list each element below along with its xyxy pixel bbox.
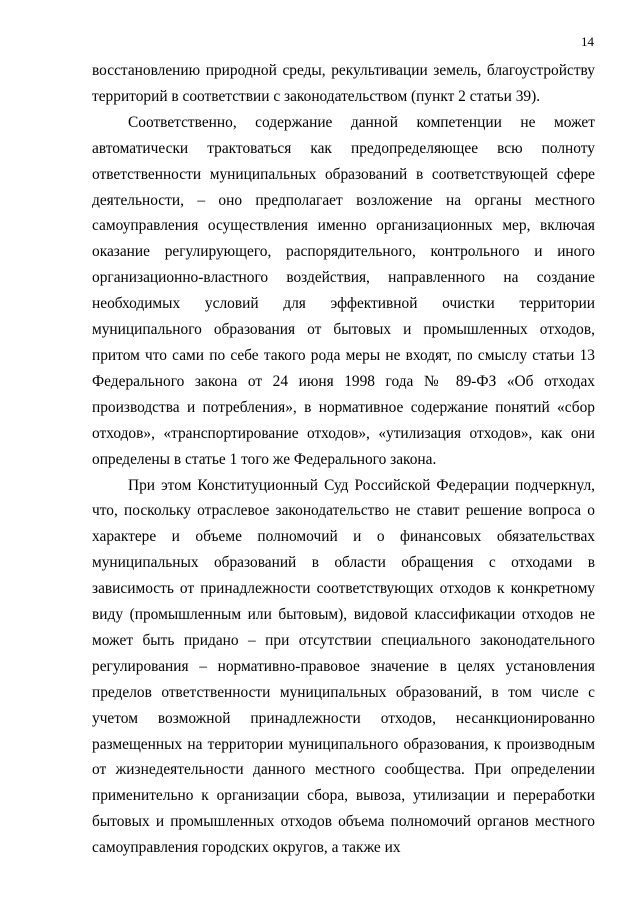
- page-number: 14: [581, 34, 594, 49]
- paragraph-continued: восстановлению природной среды, рекультивации земель, благоустройству территорий в соответствии с законодательством (пункт 2 статьи 39).: [92, 62, 595, 105]
- body-text: [92, 58, 595, 861]
- paragraph-constitutional-court: При этом Конституционный Суд Российской Федерации подчеркнул, что, поскольку отраслевое законодательство не ставит решение вопроса о характере и объеме полномочий и о финансовых обязательствах муниципальных образований в области обращения с отходами в зависимость от принадлежности соответствующих отходов к конкретному виду (промышленным или бытовым), видовой классификации отходов не может быть придано – при отсутствии специального законодательного регулирования – нормативно-правовое значение в целях установления пределов ответственности муниципальных образований, в том числе с учетом возможной принадлежности отходов, несанкционированно размещенных на территории муниципального образования, к производным от жизнедеятельности данного местного сообщества. При определении применительно к организации сбора, вывоза, утилизации и переработки бытовых и промышленных отходов объема полномочий органов местного самоуправления городских округов, а также их: [92, 476, 595, 857]
- paragraph-competence: Соответственно, содержание данной компетенции не может автоматически трактоваться как предопределяющее всю полноту ответственности муниципальных образований в соответствующей сфере деятельности, – оно предполагает возложение на органы местного самоуправления осуществления именно организационных мер, включая оказание регулирующего, распорядительного, контрольного и иного организационно-властного воздействия, направленного на создание необходимых условий для эффективной очистки территории муниципального образования от бытовых и промышленных отходов, притом что сами по себе такого рода меры не входят, по смыслу статьи 13 Федерального закона от 24 июня 1998 года № 89-ФЗ «Об отходах производства и потребления», в нормативное содержание понятий «сбор отходов», «транспортирование отходов», «утилизация отходов», как они определены в статье 1 того же Федерального закона.: [92, 113, 595, 468]
